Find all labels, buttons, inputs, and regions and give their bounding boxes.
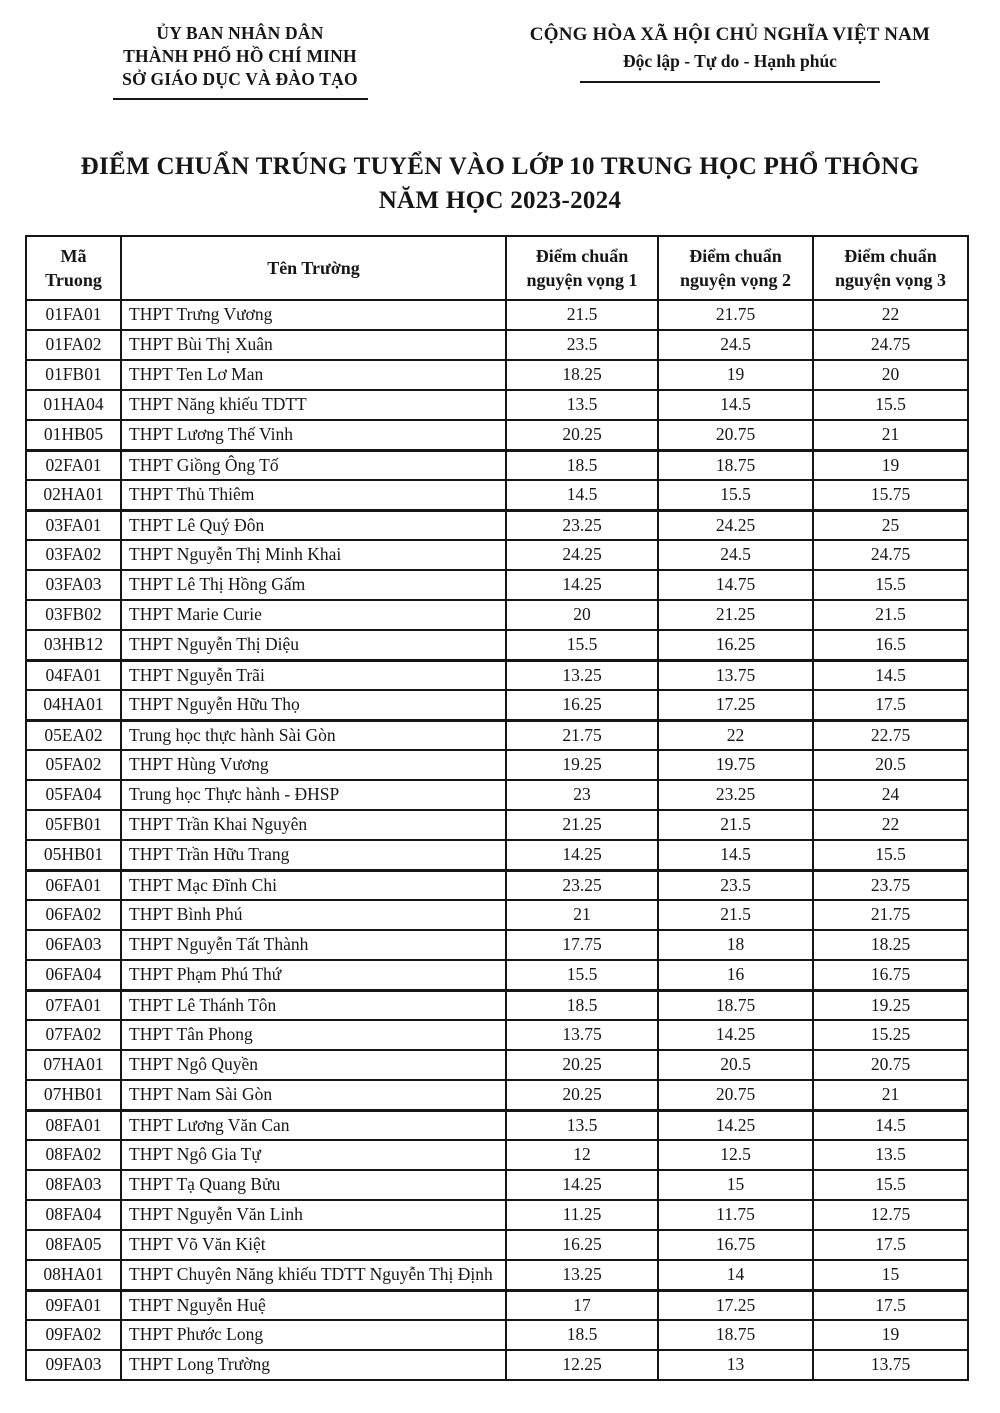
score-wish-1-cell: 13.5 <box>506 1110 658 1140</box>
score-wish-1-cell: 14.25 <box>506 1170 658 1200</box>
school-code-cell: 02HA01 <box>26 480 121 510</box>
school-code-cell: 06FA02 <box>26 900 121 930</box>
school-name-cell: Trung học Thực hành - ĐHSP <box>121 780 506 810</box>
table-row <box>26 570 968 600</box>
score-wish-2-cell: 18.75 <box>658 990 813 1020</box>
school-code-cell: 08FA04 <box>26 1200 121 1230</box>
score-wish-3-cell: 14.5 <box>813 660 968 690</box>
table-row <box>26 1290 968 1320</box>
agency-line-1: ỦY BAN NHÂN DÂN <box>156 23 324 43</box>
score-wish-2-cell: 21.5 <box>658 900 813 930</box>
school-name-cell: THPT Phạm Phú Thứ <box>121 960 506 990</box>
school-name-cell: THPT Lê Thị Hồng Gấm <box>121 570 506 600</box>
score-wish-2-cell: 18 <box>658 930 813 960</box>
score-wish-3-cell: 21 <box>813 420 968 450</box>
score-wish-1-cell: 24.25 <box>506 540 658 570</box>
score-wish-1-cell: 12.25 <box>506 1350 658 1380</box>
document-title <box>0 150 1000 218</box>
school-code-cell: 01FA01 <box>26 300 121 330</box>
school-code-cell: 05HB01 <box>26 840 121 870</box>
score-wish-3-cell: 18.25 <box>813 930 968 960</box>
school-code-cell: 06FA04 <box>26 960 121 990</box>
table-row <box>26 810 968 840</box>
score-wish-1-cell: 13.5 <box>506 390 658 420</box>
national-motto: Độc lập - Tự do - Hạnh phúc <box>623 50 837 71</box>
score-wish-2-cell: 15 <box>658 1170 813 1200</box>
score-wish-1-cell: 18.5 <box>506 1320 658 1350</box>
score-wish-3-cell: 24.75 <box>813 540 968 570</box>
motto-underline <box>580 81 880 83</box>
school-code-cell: 01FB01 <box>26 360 121 390</box>
score-wish-3-cell: 13.5 <box>813 1140 968 1170</box>
school-code-cell: 07FA02 <box>26 1020 121 1050</box>
agency-line-2: THÀNH PHỐ HỒ CHÍ MINH <box>123 46 357 67</box>
table-row <box>26 1260 968 1290</box>
school-name-cell: THPT Bùi Thị Xuân <box>121 330 506 360</box>
school-name-cell: THPT Ngô Quyền <box>121 1050 506 1080</box>
table-row <box>26 840 968 870</box>
school-code-cell: 06FA03 <box>26 930 121 960</box>
agency-underline <box>113 98 368 100</box>
table-row <box>26 1140 968 1170</box>
school-name-cell: THPT Thủ Thiêm <box>121 480 506 510</box>
score-wish-1-cell: 18.5 <box>506 450 658 480</box>
table-header-row <box>26 236 968 301</box>
score-wish-3-cell: 17.5 <box>813 690 968 720</box>
score-wish-1-cell: 23.25 <box>506 870 658 900</box>
score-wish-3-cell: 22 <box>813 810 968 840</box>
school-name-cell: THPT Nguyễn Huệ <box>121 1290 506 1320</box>
school-name-cell: THPT Hùng Vương <box>121 750 506 780</box>
table-row <box>26 330 968 360</box>
column-header-score-wish-1: Điểm chuẩn nguyện vọng 1 <box>506 236 658 301</box>
school-name-cell: THPT Mạc Đĩnh Chi <box>121 870 506 900</box>
score-wish-1-cell: 16.25 <box>506 690 658 720</box>
table-row <box>26 960 968 990</box>
school-code-cell: 04HA01 <box>26 690 121 720</box>
score-wish-2-cell: 23.25 <box>658 780 813 810</box>
school-name-cell: THPT Nam Sài Gòn <box>121 1080 506 1110</box>
score-wish-2-cell: 21.25 <box>658 600 813 630</box>
score-wish-2-cell: 14.5 <box>658 840 813 870</box>
score-wish-3-cell: 22 <box>813 300 968 330</box>
score-wish-2-cell: 20.75 <box>658 1080 813 1110</box>
table-row <box>26 1230 968 1260</box>
table-row <box>26 1200 968 1230</box>
score-wish-3-cell: 15.5 <box>813 570 968 600</box>
score-wish-2-cell: 20.75 <box>658 420 813 450</box>
column-header-school-name: Tên Trường <box>121 236 506 301</box>
score-wish-2-cell: 24.5 <box>658 540 813 570</box>
score-wish-3-cell: 15.25 <box>813 1020 968 1050</box>
score-wish-3-cell: 20.75 <box>813 1050 968 1080</box>
score-wish-1-cell: 13.25 <box>506 1260 658 1290</box>
score-wish-1-cell: 14.25 <box>506 840 658 870</box>
national-motto-block <box>495 22 965 100</box>
table-row <box>26 900 968 930</box>
school-name-cell: THPT Ngô Gia Tự <box>121 1140 506 1170</box>
school-name-cell: THPT Lê Quý Đôn <box>121 510 506 540</box>
school-name-cell: THPT Trần Khai Nguyên <box>121 810 506 840</box>
column-header-score-wish-2: Điểm chuẩn nguyện vọng 2 <box>658 236 813 301</box>
school-name-cell: Trung học thực hành Sài Gòn <box>121 720 506 750</box>
school-name-cell: THPT Trần Hữu Trang <box>121 840 506 870</box>
school-code-cell: 07HB01 <box>26 1080 121 1110</box>
score-wish-3-cell: 15.5 <box>813 840 968 870</box>
school-name-cell: THPT Lương Văn Can <box>121 1110 506 1140</box>
school-code-cell: 09FA01 <box>26 1290 121 1320</box>
school-code-cell: 02FA01 <box>26 450 121 480</box>
column-header-code: Mã Truong <box>26 236 121 301</box>
table-row <box>26 1170 968 1200</box>
table-row <box>26 1350 968 1380</box>
score-wish-1-cell: 18.25 <box>506 360 658 390</box>
table-row <box>26 630 968 660</box>
score-wish-1-cell: 21 <box>506 900 658 930</box>
score-wish-1-cell: 23.5 <box>506 330 658 360</box>
score-wish-1-cell: 12 <box>506 1140 658 1170</box>
score-wish-1-cell: 21.25 <box>506 810 658 840</box>
school-code-cell: 03FA02 <box>26 540 121 570</box>
school-name-cell: THPT Phước Long <box>121 1320 506 1350</box>
school-code-cell: 09FA03 <box>26 1350 121 1380</box>
score-wish-1-cell: 16.25 <box>506 1230 658 1260</box>
agency-line-3: SỞ GIÁO DỤC VÀ ĐÀO TẠO <box>122 69 358 90</box>
score-wish-2-cell: 18.75 <box>658 1320 813 1350</box>
score-wish-1-cell: 14.25 <box>506 570 658 600</box>
score-wish-2-cell: 14 <box>658 1260 813 1290</box>
table-row <box>26 720 968 750</box>
school-name-cell: THPT Lê Thánh Tôn <box>121 990 506 1020</box>
score-wish-3-cell: 22.75 <box>813 720 968 750</box>
school-code-cell: 01FA02 <box>26 330 121 360</box>
score-wish-1-cell: 13.25 <box>506 660 658 690</box>
school-name-cell: THPT Tân Phong <box>121 1020 506 1050</box>
school-name-cell: THPT Nguyễn Hữu Thọ <box>121 690 506 720</box>
school-code-cell: 08FA02 <box>26 1140 121 1170</box>
score-wish-3-cell: 15 <box>813 1260 968 1290</box>
table-row <box>26 690 968 720</box>
score-wish-2-cell: 20.5 <box>658 1050 813 1080</box>
score-wish-2-cell: 19.75 <box>658 750 813 780</box>
score-wish-1-cell: 14.5 <box>506 480 658 510</box>
score-wish-2-cell: 14.25 <box>658 1110 813 1140</box>
school-name-cell: THPT Bình Phú <box>121 900 506 930</box>
score-wish-3-cell: 19 <box>813 1320 968 1350</box>
score-wish-1-cell: 21.75 <box>506 720 658 750</box>
score-wish-3-cell: 20 <box>813 360 968 390</box>
table-row <box>26 930 968 960</box>
school-code-cell: 07HA01 <box>26 1050 121 1080</box>
score-wish-2-cell: 16.25 <box>658 630 813 660</box>
table-row <box>26 780 968 810</box>
national-title: CỘNG HÒA XÃ HỘI CHỦ NGHĨA VIỆT NAM <box>529 24 931 45</box>
score-wish-1-cell: 20.25 <box>506 420 658 450</box>
score-wish-3-cell: 21.75 <box>813 900 968 930</box>
score-wish-2-cell: 14.25 <box>658 1020 813 1050</box>
school-code-cell: 05EA02 <box>26 720 121 750</box>
school-name-cell: THPT Năng khiếu TDTT <box>121 390 506 420</box>
score-wish-3-cell: 19.25 <box>813 990 968 1020</box>
school-name-cell: THPT Lương Thế Vinh <box>121 420 506 450</box>
table-row <box>26 300 968 330</box>
score-wish-3-cell: 17.5 <box>813 1230 968 1260</box>
school-name-cell: THPT Nguyễn Tất Thành <box>121 930 506 960</box>
school-name-cell: THPT Trưng Vương <box>121 300 506 330</box>
table-row <box>26 870 968 900</box>
school-name-cell: THPT Nguyễn Trãi <box>121 660 506 690</box>
school-code-cell: 03HB12 <box>26 630 121 660</box>
table-row <box>26 450 968 480</box>
score-wish-1-cell: 15.5 <box>506 960 658 990</box>
school-code-cell: 08FA03 <box>26 1170 121 1200</box>
score-wish-1-cell: 15.5 <box>506 630 658 660</box>
school-code-cell: 05FA02 <box>26 750 121 780</box>
score-wish-2-cell: 21.75 <box>658 300 813 330</box>
school-code-cell: 01HB05 <box>26 420 121 450</box>
school-code-cell: 04FA01 <box>26 660 121 690</box>
school-name-cell: THPT Nguyễn Văn Linh <box>121 1200 506 1230</box>
score-wish-3-cell: 25 <box>813 510 968 540</box>
score-wish-3-cell: 14.5 <box>813 1110 968 1140</box>
table-row <box>26 540 968 570</box>
table-row <box>26 660 968 690</box>
school-name-cell: THPT Ten Lơ Man <box>121 360 506 390</box>
school-name-cell: THPT Giồng Ông Tố <box>121 450 506 480</box>
table-row <box>26 1320 968 1350</box>
score-wish-3-cell: 23.75 <box>813 870 968 900</box>
school-name-cell: THPT Marie Curie <box>121 600 506 630</box>
document-header <box>0 0 1000 100</box>
score-wish-3-cell: 17.5 <box>813 1290 968 1320</box>
score-wish-3-cell: 15.5 <box>813 1170 968 1200</box>
score-wish-2-cell: 24.5 <box>658 330 813 360</box>
table-body <box>26 300 968 1380</box>
school-name-cell: THPT Tạ Quang Bửu <box>121 1170 506 1200</box>
school-code-cell: 09FA02 <box>26 1320 121 1350</box>
school-name-cell: THPT Nguyễn Thị Diệu <box>121 630 506 660</box>
school-code-cell: 08HA01 <box>26 1260 121 1290</box>
table-row <box>26 390 968 420</box>
table-row <box>26 360 968 390</box>
score-wish-2-cell: 24.25 <box>658 510 813 540</box>
table-row <box>26 510 968 540</box>
school-name-cell: THPT Võ Văn Kiệt <box>121 1230 506 1260</box>
score-wish-1-cell: 21.5 <box>506 300 658 330</box>
school-code-cell: 05FB01 <box>26 810 121 840</box>
score-wish-3-cell: 12.75 <box>813 1200 968 1230</box>
score-wish-3-cell: 21 <box>813 1080 968 1110</box>
score-wish-3-cell: 13.75 <box>813 1350 968 1380</box>
score-wish-1-cell: 17 <box>506 1290 658 1320</box>
school-code-cell: 06FA01 <box>26 870 121 900</box>
score-wish-3-cell: 15.5 <box>813 390 968 420</box>
score-wish-2-cell: 16 <box>658 960 813 990</box>
score-wish-3-cell: 15.75 <box>813 480 968 510</box>
score-wish-2-cell: 11.75 <box>658 1200 813 1230</box>
score-wish-2-cell: 23.5 <box>658 870 813 900</box>
score-wish-2-cell: 13 <box>658 1350 813 1380</box>
school-code-cell: 03FB02 <box>26 600 121 630</box>
school-name-cell: THPT Long Trường <box>121 1350 506 1380</box>
school-code-cell: 08FA05 <box>26 1230 121 1260</box>
score-wish-3-cell: 16.5 <box>813 630 968 660</box>
school-code-cell: 03FA01 <box>26 510 121 540</box>
score-wish-1-cell: 20 <box>506 600 658 630</box>
admission-score-table <box>25 235 969 1382</box>
score-wish-2-cell: 21.5 <box>658 810 813 840</box>
table-row <box>26 750 968 780</box>
score-wish-1-cell: 11.25 <box>506 1200 658 1230</box>
school-code-cell: 03FA03 <box>26 570 121 600</box>
score-wish-2-cell: 13.75 <box>658 660 813 690</box>
score-wish-2-cell: 14.5 <box>658 390 813 420</box>
school-code-cell: 05FA04 <box>26 780 121 810</box>
score-wish-2-cell: 15.5 <box>658 480 813 510</box>
table-header <box>26 236 968 301</box>
score-wish-1-cell: 20.25 <box>506 1080 658 1110</box>
school-name-cell: THPT Nguyễn Thị Minh Khai <box>121 540 506 570</box>
score-wish-2-cell: 16.75 <box>658 1230 813 1260</box>
table-row <box>26 420 968 450</box>
school-name-cell: THPT Chuyên Năng khiếu TDTT Nguyễn Thị Định <box>121 1260 506 1290</box>
score-wish-2-cell: 12.5 <box>658 1140 813 1170</box>
score-wish-1-cell: 23 <box>506 780 658 810</box>
school-code-cell: 08FA01 <box>26 1110 121 1140</box>
table-row <box>26 480 968 510</box>
score-wish-1-cell: 13.75 <box>506 1020 658 1050</box>
table-row <box>26 1050 968 1080</box>
score-wish-1-cell: 23.25 <box>506 510 658 540</box>
school-code-cell: 01HA04 <box>26 390 121 420</box>
score-wish-3-cell: 20.5 <box>813 750 968 780</box>
school-code-cell: 07FA01 <box>26 990 121 1020</box>
score-wish-2-cell: 14.75 <box>658 570 813 600</box>
score-wish-2-cell: 17.25 <box>658 690 813 720</box>
table-row <box>26 1080 968 1110</box>
title-line-1: ĐIỂM CHUẨN TRÚNG TUYỂN VÀO LỚP 10 TRUNG HỌC PHỔ THÔNG <box>80 153 920 181</box>
table-row <box>26 1110 968 1140</box>
score-wish-1-cell: 18.5 <box>506 990 658 1020</box>
issuing-agency-block <box>55 22 425 100</box>
score-wish-3-cell: 24 <box>813 780 968 810</box>
score-wish-3-cell: 16.75 <box>813 960 968 990</box>
score-wish-3-cell: 21.5 <box>813 600 968 630</box>
table-row <box>26 990 968 1020</box>
table-row <box>26 1020 968 1050</box>
score-wish-1-cell: 19.25 <box>506 750 658 780</box>
score-wish-1-cell: 17.75 <box>506 930 658 960</box>
score-wish-1-cell: 20.25 <box>506 1050 658 1080</box>
score-wish-2-cell: 18.75 <box>658 450 813 480</box>
score-wish-2-cell: 22 <box>658 720 813 750</box>
column-header-score-wish-3: Điểm chuẩn nguyện vọng 3 <box>813 236 968 301</box>
score-wish-3-cell: 24.75 <box>813 330 968 360</box>
title-line-2: NĂM HỌC 2023-2024 <box>378 187 622 215</box>
score-wish-2-cell: 17.25 <box>658 1290 813 1320</box>
table-row <box>26 600 968 630</box>
score-wish-3-cell: 19 <box>813 450 968 480</box>
score-wish-2-cell: 19 <box>658 360 813 390</box>
